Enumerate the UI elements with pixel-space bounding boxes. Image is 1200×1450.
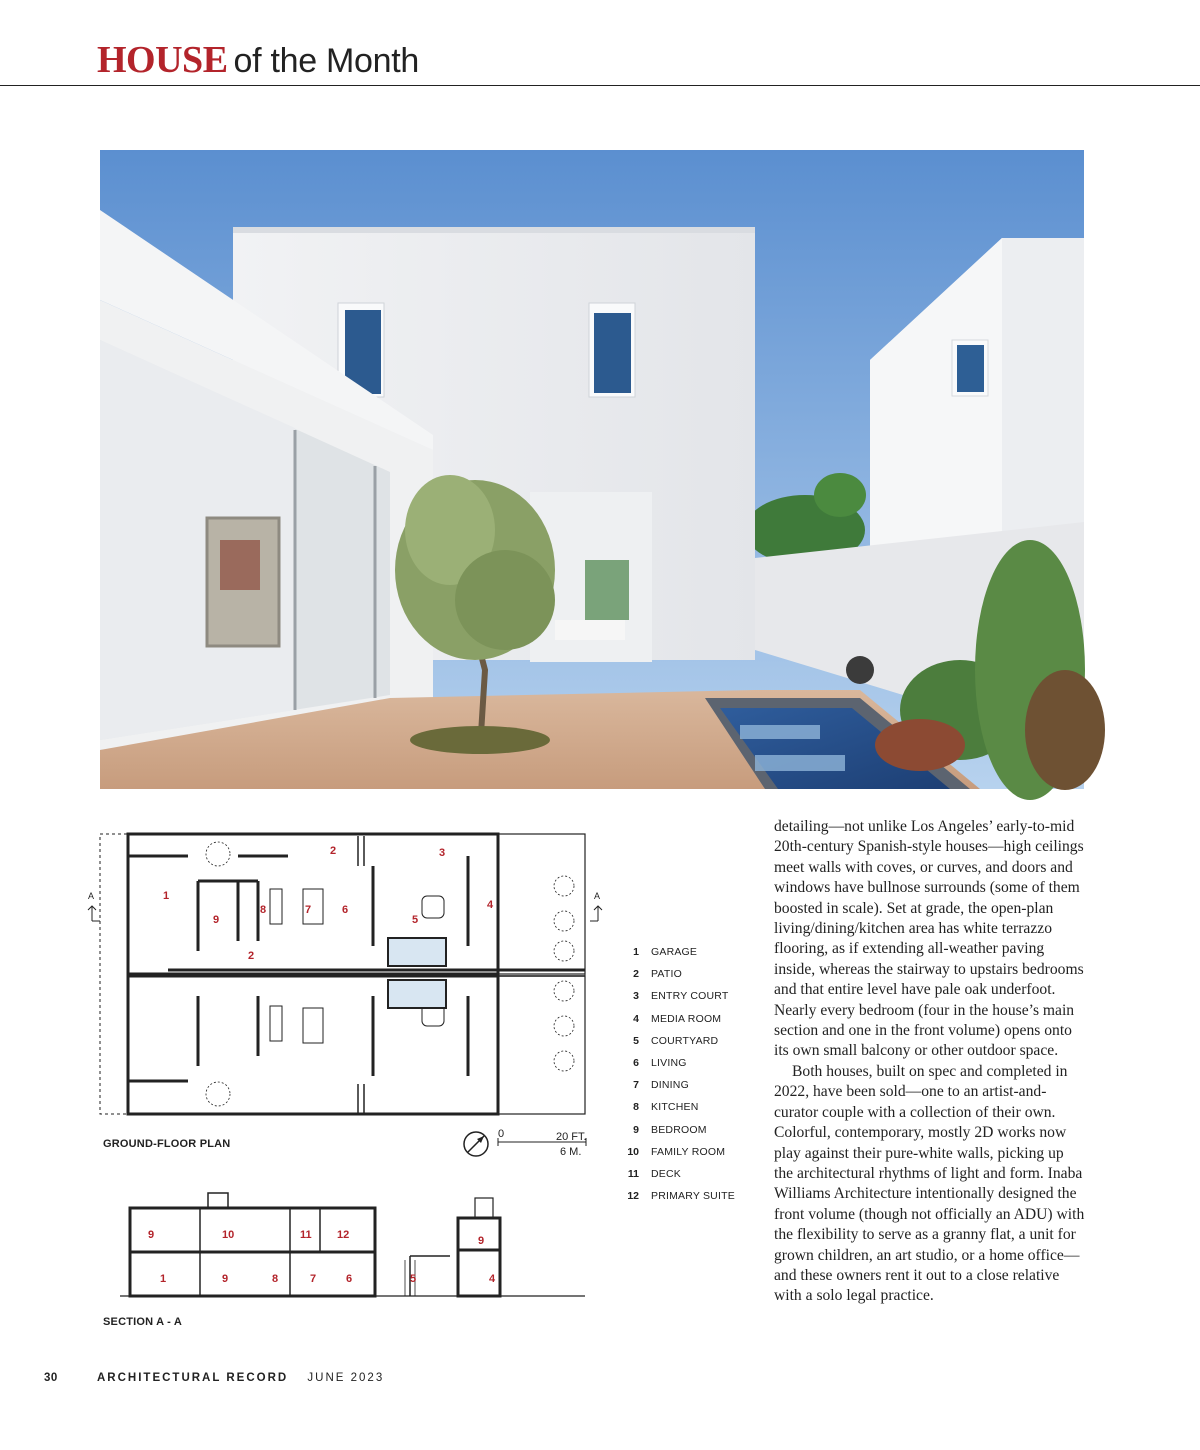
section-number: 9 <box>148 1229 155 1241</box>
plan-number: 9 <box>213 914 220 926</box>
section-caption: SECTION A - A <box>103 1316 182 1328</box>
plan-number: 6 <box>342 904 349 916</box>
legend-item: 10 FAMILY ROOM <box>627 1145 726 1158</box>
plan-number: 1 <box>163 890 170 902</box>
page-number: 30 <box>44 1372 58 1384</box>
section-number: 11 <box>300 1229 312 1241</box>
section-number: 10 <box>222 1229 235 1241</box>
legend-item: 3 ENTRY COURT <box>633 990 729 1003</box>
plan-number: 8 <box>260 904 267 916</box>
header-house: HOUSE <box>97 39 228 81</box>
legend-item: 1 GARAGE <box>633 946 698 958</box>
section-number: 5 <box>410 1273 417 1285</box>
legend-item: 2 PATIO <box>633 968 682 981</box>
plan-number: 2 <box>330 845 337 857</box>
magazine-name: ARCHITECTURAL RECORD <box>97 1372 289 1384</box>
issue-date: JUNE 2023 <box>307 1372 385 1384</box>
legend-item: 6 LIVING <box>633 1056 687 1069</box>
section-number: 9 <box>478 1235 485 1247</box>
section-number: 8 <box>272 1273 279 1285</box>
legend-item: 7 DINING <box>633 1079 689 1092</box>
plan-number: 3 <box>439 847 446 859</box>
legend-item: 11 DECK <box>627 1167 681 1180</box>
plan-number: 2 <box>248 950 255 962</box>
scale-bar <box>460 1128 600 1168</box>
section-number: 6 <box>346 1273 353 1285</box>
section-number: 4 <box>489 1273 496 1285</box>
plan-caption: GROUND-FLOOR PLAN <box>103 1138 231 1150</box>
legend-item: 4 MEDIA ROOM <box>633 1012 722 1025</box>
section-number: 12 <box>337 1229 350 1241</box>
legend-item: 8 KITCHEN <box>633 1101 699 1114</box>
header-of-the-month: of the Month <box>233 42 419 80</box>
ground-floor-plan <box>88 826 601 1126</box>
scale-zero: 0 <box>498 1128 505 1140</box>
section-number: 7 <box>310 1273 317 1285</box>
legend-item: 12 PRIMARY SUITE <box>627 1190 735 1203</box>
section-marker-left: A <box>88 891 95 901</box>
legend-item: 9 BEDROOM <box>633 1123 707 1136</box>
scale-feet: 20 FT. <box>556 1131 587 1143</box>
section-number: 9 <box>222 1273 229 1285</box>
section-drawing <box>120 1188 590 1308</box>
legend-item: 5 COURTYARD <box>633 1034 719 1047</box>
plan-number: 7 <box>305 904 312 916</box>
section-marker-right: A <box>594 891 601 901</box>
plan-legend <box>622 946 752 1212</box>
scale-meters: 6 M. <box>560 1146 582 1158</box>
courtyard-photo <box>100 150 1084 789</box>
plan-number: 4 <box>487 899 494 911</box>
section-header <box>97 38 419 86</box>
page-footer <box>44 1372 384 1384</box>
article-body <box>774 817 1086 1307</box>
header-rule <box>0 85 1200 86</box>
plan-number: 5 <box>412 914 419 926</box>
section-number: 1 <box>160 1273 167 1285</box>
body-paragraph: Both houses, built on spec and completed in 2022, have been sold—one to an artist-and-curator couple with a collection of their own. Colorful, contemporary, mostly 2D works now play against their pure-white walls, picking up the architectural rhythms of light and form. Inaba Williams Architecture intentionally designed the front volume (though not officially an ADU) with the flexibility to serve as a granny flat, a unit for grown children, an art studio, or a home office—and these owners rent it out to a close relative with a solo legal practice. <box>774 1062 1085 1305</box>
body-paragraph: detailing—not unlike Los Angeles’ early-to-mid 20th-century Spanish-style houses—high ceilings meet walls with coves, or curves, and doors and windows have bullnose surrounds (some of them boosted in scale). Set at grade, the open-plan living/dining/kitchen area has white terrazzo flooring, as if extending all-weather paving inside, whereas the stairway to upstairs bedrooms and that entire level have pale oak underfoot. Nearly every bedroom (four in the house’s main section and one in the front volume) opens onto its own small balcony or other outdoor space. <box>774 818 1084 1060</box>
